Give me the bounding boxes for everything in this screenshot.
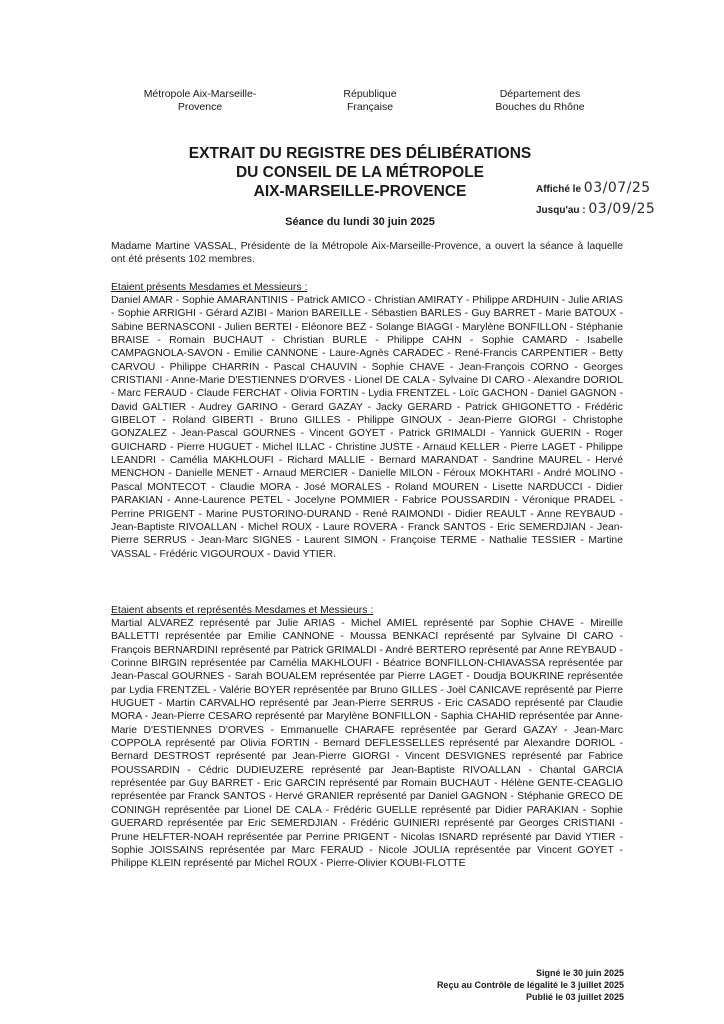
absent-members-heading: Etaient absents et représentés Mesdames et Messieurs : (111, 605, 374, 616)
footer-published: Publié le 03 juillet 2025 (525, 992, 624, 1002)
header-republique (290, 88, 450, 114)
document-footer (437, 967, 624, 1003)
header-departement (460, 88, 620, 114)
absent-members-list: Martial ALVAREZ représenté par Julie ARIAS - Michel AMIEL représenté par Sophie CHAVE - Mireille BALLETTI représentée par Emilie CANNONE - Moussa BENKACI représenté par Sylvaine DI CARO - François BERNARDINI représenté par Patrick GRIMALDI - André BERTERO représenté par Anne REYBAUD - Corinne BIRGIN représentée par Camélia MAKHLOUFI - Béatrice BONFILLON-CHIAVASSA représentée par Jean-Pascal GOURNES - Sarah BOUALEM représentée par Pierre LAGET - Doudja BOUKRINE représentée par Lydia FRENTZEL - Valérie BOYER représentée par Bruno GILLES - Joël CANICAVE représenté par Pierre HUGUET - Martin CARVALHO représenté par Jean-Pierre SERRUS - Eric CASADO représenté par Claudie MORA - Jean-Pierre CESARO représenté par Marylène BONFILLON - Saphia CHAHID représentée par Anne-Marie D'ESTIENNES D'ORVES - Emmanuelle CHARAFE représentée par Gerard GAZAY - Jean-Marc COPPOLA représenté par Olivia FORTIN - Bernard DEFLESSELLES représenté par Alexandre DORIOL - Bernard DESTROST représenté par Jean-Pierre GIORGI - Vincent DESVIGNES représenté par Fabrice POUSSARDIN - Cédric DUDIEUZERE représenté par Jean-Baptiste RIVOALLAN - Chantal GARCIA représentée par Guy BARRET - Eric GARCIN représenté par Romain BUCHAUT - Hélène GENTE-CEAGLIO représentée par Franck SANTOS - Hervé GRANIER représenté par Daniel GAGNON - Stéphanie GRECO DE CONINGH représentée par Lionel DE CALA - Frédéric GUELLE représenté par Didier PARAKIAN - Sophie GUERARD représentée par Eric SEMERDJIAN - Frédéric GUINIERI représenté par Georges CRISTIANI - Prune HELFTER-NOAH représentée par Perrine PRIGENT - Nicolas ISNARD représenté par David YTIER - Sophie JOISSAINS représentée par Marc FERAUD - Nicole JOULIA représentée par Vincent GOYET - Philippe KLEIN représenté par Michel ROUX - Pierre-Olivier KOUBI-FLOTTE (111, 618, 623, 870)
jusquau-stamp (536, 201, 655, 217)
header-metropole-line-2: Provence (177, 101, 223, 113)
affiche-stamp (536, 180, 651, 196)
header-departement-line-1: Département des (499, 88, 581, 100)
intro-paragraph: Madame Martine VASSAL, Présidente de la Métropole Aix-Marseille-Provence, a ouvert la séance à laquelle ont été présents 102 membres. (111, 241, 623, 266)
header-republique-line-1: République (343, 88, 397, 100)
present-members-list: Daniel AMAR - Sophie AMARANTINIS - Patrick AMICO - Christian AMIRATY - Philippe ARDHUIN - Julie ARIAS - Sophie ARRIGHI - Gérard AZIBI - Marion BAREILLE - Sébastien BARLES - Guy BARRET - Marie BATOUX - Sabine BERNASCONI - Julien BERTEI - Eléonore BEZ - Solange BIAGGI - Marylène BONFILLON - Stéphanie BRAISE - Romain BUCHAUT - Christian BURLE - Philippe CAHN - Sophie CAMARD - Isabelle CAMPAGNOLA-SAVON - Emilie CANNONE - Laure-Agnès CARADEC - René-Francis CARPENTIER - Betty CARVOU - Philippe CHARRIN - Pascal CHAUVIN - Sophie CHAVE - Jean-François CORNO - Georges CRISTIANI - Anne-Marie D'ESTIENNES D'ORVES - Lionel DE CALA - Sylvaine DI CARO - Alexandre DORIOL - Marc FERAUD - Claude FERCHAT - Olivia FORTIN - Lydia FRENTZEL - Loïc GACHON - Daniel GAGNON - David GALTIER - Audrey GARINO - Gerard GAZAY - Jacky GERARD - Patrick GHIGONETTO - Frédéric GIBELOT - Roland GIBERTI - Bruno GILLES - Philippe GINOUX - Jean-Pierre GIORGI - Christophe GONZALEZ - Jean-Pascal GOURNES - Vincent GOYET - Patrick GRIMALDI - Yannick GUERIN - Roger GUICHARD - Pierre HUGUET - Michel ILLAC - Christine JUSTE - Arnaud KELLER - Pierre LAGET - Philippe LEANDRI - Camélia MAKHLOUFI - Richard MALLIE - Bernard MARANDAT - Sandrine MAUREL - Hervé MENCHON - Danielle MENET - Arnaud MERCIER - Danielle MILON - Féroux MOKHTARI - André MOLINO - Pascal MONTECOT - Claudie MORA - José MORALES - Roland MOUREN - Lisette NARDUCCI - Didier PARAKIAN - Anne-Laurence PETEL - Jocelyne POMMIER - Fabrice POUSSARDIN - Véronique PRADEL - Perrine PRIGENT - Marine PUSTORINO-DURAND - René RAIMONDI - Didier REAULT - Anne REYBAUD - Jean-Baptiste RIVOALLAN - Michel ROUX - Laure ROVERA - Franck SANTOS - Eric SEMERDJIAN - Jean-Pierre SERRUS - Jean-Marc SIGNES - Laurent SIMON - Françoise TERME - Nathalie TESSIER - Martine VASSAL - Frédéric VIGOUROUX - David YTIER. (111, 295, 623, 560)
footer-signed: Signé le 30 juin 2025 (535, 968, 624, 978)
present-members-heading: Etaient présents Mesdames et Messieurs : (111, 282, 308, 293)
header-metropole-line-1: Métropole Aix-Marseille- (143, 88, 257, 100)
jusquau-date: 03/09/25 (588, 201, 656, 217)
seance-date: Séance du lundi 30 juin 2025 (285, 216, 435, 228)
affiche-date: 03/07/25 (583, 180, 651, 196)
header-departement-line-2: Bouches du Rhône (495, 101, 585, 113)
title-line-2: DU CONSEIL DE LA MÉTROPOLE (235, 164, 484, 181)
footer-received: Reçu au Contrôle de légalité le 3 juillet 2025 (436, 980, 624, 990)
affiche-label: Affiché le (536, 184, 582, 195)
title-line-1: EXTRAIT DU REGISTRE DES DÉLIBÉRATIONS (188, 145, 532, 162)
jusquau-label: Jusqu'au : (536, 205, 586, 216)
header-metropole (120, 88, 280, 114)
document-title (120, 144, 600, 201)
header-republique-line-2: Française (346, 101, 394, 113)
title-line-3: AIX-MARSEILLE-PROVENCE (253, 183, 467, 200)
